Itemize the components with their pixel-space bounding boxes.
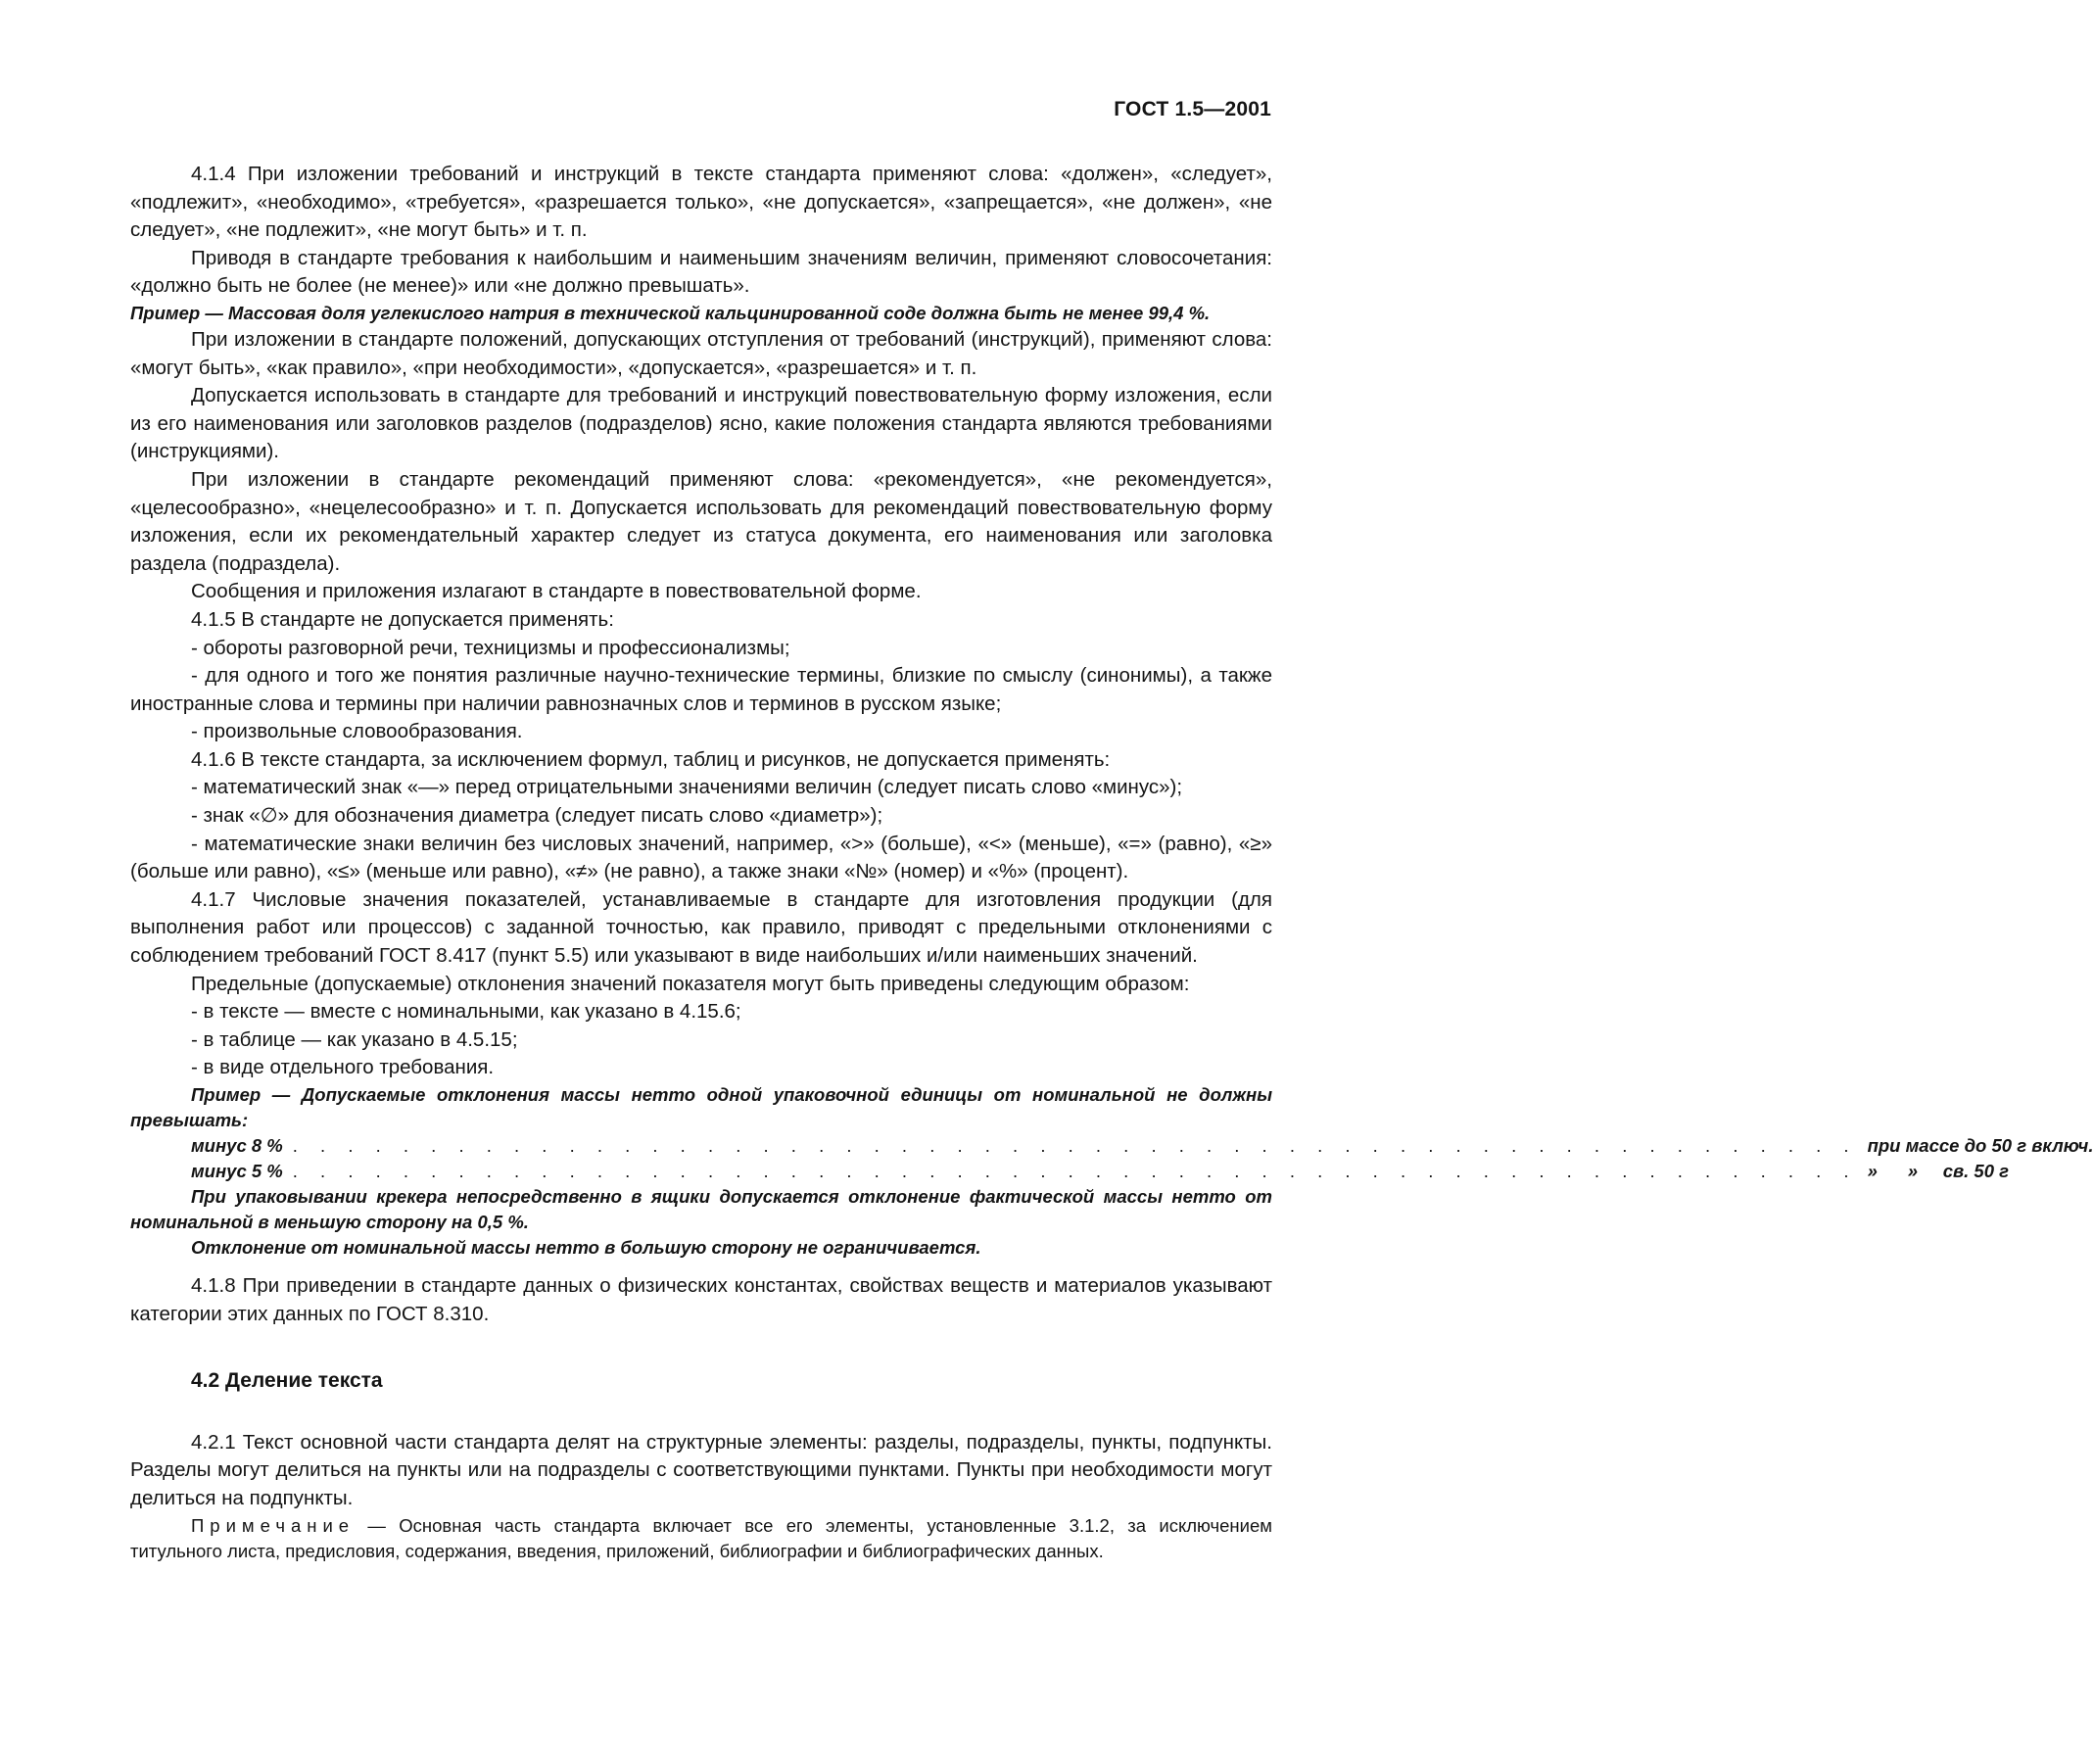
paragraph: Приводя в стандарте требования к наибольшим и наименьшим значениям величин, применяют словосочетания: «должно быть не более (не менее)» или «не должно превышать».	[130, 246, 1272, 298]
page-header: ГОСТ 1.5—2001	[1114, 98, 1271, 120]
paragraph: Предельные (допускаемые) отклонения значений показателя могут быть приведены следующим образом:	[191, 972, 1190, 995]
list-item: - знак «∅» для обозначения диаметра (следует писать слово «диаметр»);	[191, 804, 883, 828]
list-item: - для одного и того же понятия различные научно-технические термины, близкие по смыслу (синонимы), а также иностранные слова и термины при наличии равнозначных слов и терминов в русском языке;	[130, 664, 1272, 715]
paragraph: Сообщения и приложения излагают в стандарте в повествовательной форме.	[191, 580, 922, 603]
example-2-text: Отклонение от номинальной массы нетто в большую сторону не ограничивается.	[191, 1237, 981, 1258]
paragraph-4-2-1: 4.2.1 Текст основной части стандарта делят на структурные элементы: разделы, подразделы, пункты, подпункты. Разделы могут делиться на пункты или на подразделы с соответствующими пунктами. Пункты при необходимости могут делиться на подпункты.	[130, 1430, 1272, 1509]
section-heading: 4.2 Деление текста	[191, 1369, 383, 1393]
list-item: - в тексте — вместе с номинальными, как указано в 4.15.6;	[191, 1000, 741, 1024]
note-label: Примечание	[191, 1514, 356, 1536]
paragraph-4-1-7: 4.1.7 Числовые значения показателей, устанавливаемые в стандарте для изготовления продукции (для выполнения работ или процессов) с заданной точностью, как правило, приводят с предельными отклонениями с соблюдением требований ГОСТ 8.417 (пункт 5.5) или указывают в виде наибольших и/или наименьших значений.	[130, 887, 1272, 968]
leader-dots: . . . . . . . . . . . . . . . . . . . . . . . . . . . . . . . . . . . . . . . . . . . . . . . . . . . . . . . . .	[292, 1135, 1858, 1156]
note-text: — Основная часть стандарта включает все его элементы, установленные 3.1.2, за исключением титульного листа, предисловия, содержания, введения, приложений, библиографии и библиографических данных.	[130, 1514, 1272, 1561]
example-2-row-label: минус 8 %	[191, 1135, 283, 1156]
list-item: - обороты разговорной речи, техницизмы и профессионализмы;	[191, 636, 790, 659]
leader-dots: . . . . . . . . . . . . . . . . . . . . . . . . . . . . . . . . . . . . . . . . . . . . . . . . . . . . . . . . .	[292, 1161, 1858, 1181]
note	[130, 1513, 1272, 1564]
example-2-row-label: минус 5 %	[191, 1161, 283, 1181]
list-item: - в виде отдельного требования.	[191, 1056, 495, 1079]
list-item: - математические знаки величин без числовых значений, например, «>» (больше), «<» (меньше), «=» (равно), «≥» (больше или равно), «≤» (меньше или равно), «≠» (не равно), а также знаки «№» (номер) и «%» (процент).	[130, 832, 1272, 883]
paragraph-4-1-5: 4.1.5 В стандарте не допускается применять:	[191, 607, 614, 631]
example-1: Пример — Массовая доля углекислого натрия в технической кальцинированной соде должна быть не менее 99,4 %.	[130, 302, 1211, 323]
list-item: - произвольные словообразования.	[191, 720, 523, 743]
paragraph: При изложении в стандарте положений, допускающих отступления от требований (инструкций), применяют слова: «могут быть», «как правило», «при необходимости», «допускается», «разрешается» и т. п.	[130, 327, 1272, 379]
document-body	[130, 161, 2094, 1564]
example-2-row	[130, 1133, 2094, 1159]
example-2-row-value: при массе до 50 г включ.	[1867, 1135, 2094, 1156]
paragraph-4-1-8: 4.1.8 При приведении в стандарте данных о физических константах, свойствах веществ и материалов указывают категории этих данных по ГОСТ 8.310.	[130, 1274, 1272, 1325]
example-2-row	[130, 1159, 2010, 1184]
example-2-text: При упаковывании крекера непосредственно в ящики допускается отклонение фактической массы нетто от номинальной в меньшую сторону на 0,5 %.	[130, 1186, 1272, 1232]
example-2-row-value: » » св. 50 г	[1867, 1161, 2010, 1181]
example-2: Пример — Допускаемые отклонения массы нетто одной упаковочной единицы от номинальной не должны превышать:	[130, 1084, 1272, 1130]
paragraph: Допускается использовать в стандарте для требований и инструкций повествовательную форму изложения, если из его наименования или заголовков разделов (подразделов) ясно, какие положения стандарта являются требованиями (инструкциями).	[130, 384, 1272, 463]
list-item: - математический знак «—» перед отрицательными значениями величин (следует писать слово «минус»);	[191, 776, 1183, 799]
list-item: - в таблице — как указано в 4.5.15;	[191, 1027, 518, 1051]
paragraph-4-1-6: 4.1.6 В тексте стандарта, за исключением формул, таблиц и рисунков, не допускается применять:	[191, 747, 1111, 771]
spacer	[130, 1261, 1272, 1272]
paragraph-4-1-4: 4.1.4 При изложении требований и инструкций в тексте стандарта применяют слова: «должен», «следует», «подлежит», «необходимо», «требуется», «разрешается только», «не допускается», «запрещается», «не должен», «не следует», «не подлежит», «не могут быть» и т. п.	[130, 163, 1272, 242]
paragraph: При изложении в стандарте рекомендаций применяют слова: «рекомендуется», «не рекомендуется», «целесообразно», «нецелесообразно» и т. п. Допускается использовать для рекомендаций повествовательную форму изложения, если их рекомендательный характер следует из статуса документа, его наименования или заголовка раздела (подраздела).	[130, 467, 1272, 575]
